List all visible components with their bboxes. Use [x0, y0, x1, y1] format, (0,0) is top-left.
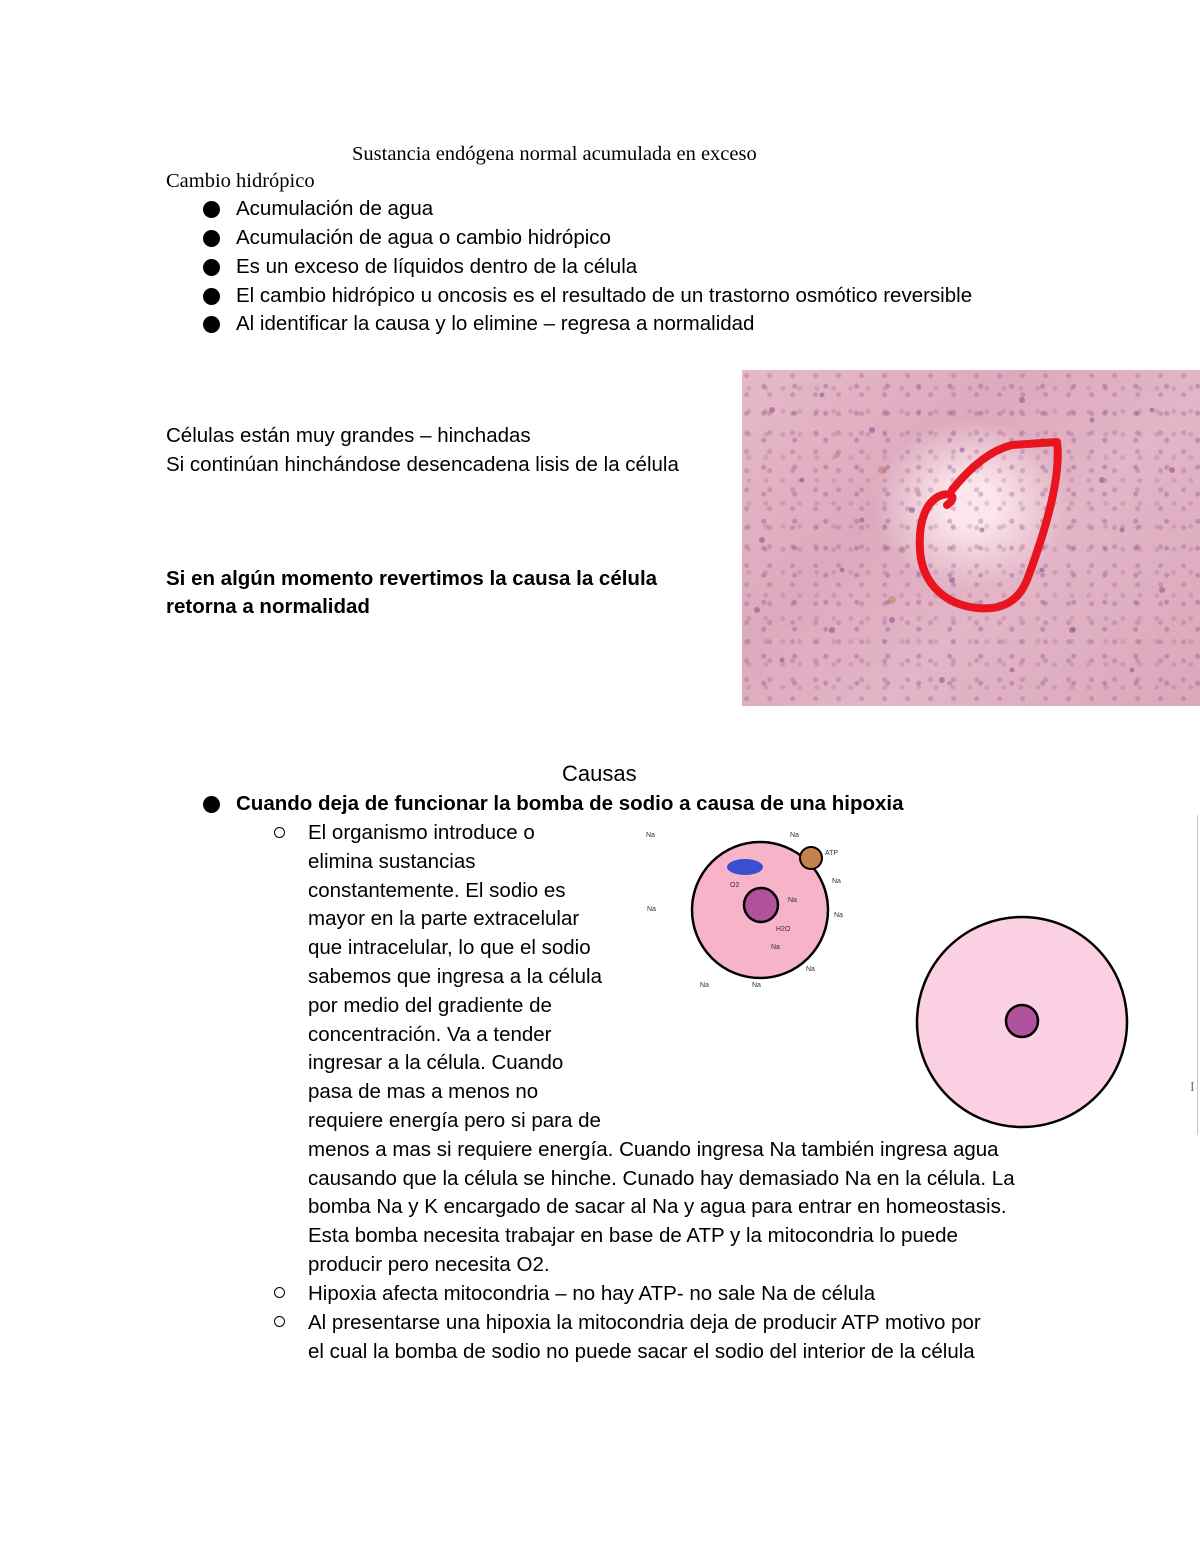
paragraph-line: ingresar a la célula. Cuando	[308, 1051, 564, 1074]
paragraph-line: sabemos que ingresa a la célula	[308, 965, 603, 988]
sub-bullet-hypoxia: Hipoxia afecta mitocondria – no hay ATP- no sale Na de célula	[308, 1282, 876, 1305]
h2o-label: H2O	[776, 926, 791, 933]
swollen-cell-diagram	[914, 914, 1130, 1130]
na-label: Na	[834, 912, 843, 919]
side-marker: I	[1190, 1080, 1195, 1095]
paragraph-line: producir pero necesita O2.	[308, 1253, 550, 1276]
sub-bullet-atp-line2: el cual la bomba de sodio no puede sacar el sodio del interior de la célula	[308, 1340, 975, 1363]
paragraph-line: que intracelular, lo que el sodio	[308, 936, 591, 959]
revert-cause-text-2: retorna a normalidad	[166, 595, 370, 618]
paragraph-line: pasa de mas a menos no	[308, 1080, 539, 1103]
bullet-dot-icon	[203, 288, 220, 305]
o2-label: O2	[730, 882, 740, 889]
bullet-dot-icon	[203, 796, 220, 813]
na-inside-label: Na	[771, 944, 780, 951]
na-label: Na	[790, 832, 799, 839]
causes-heading: Causas	[562, 761, 637, 786]
paragraph-line: mayor en la parte extracelular	[308, 907, 580, 930]
paragraph-line: concentración. Va a tender	[308, 1023, 552, 1046]
na-label: Na	[806, 966, 815, 973]
na-label: Na	[647, 906, 656, 913]
circle-bullet-icon	[274, 1287, 285, 1298]
bullet-item: El cambio hidrópico u oncosis es el resultado de un trastorno osmótico reversible	[236, 284, 973, 307]
bullet-dot-icon	[203, 201, 220, 218]
na-label: Na	[832, 878, 841, 885]
paragraph-line: El organismo introduce o	[308, 821, 535, 844]
cell-diagram-sodium-pump	[640, 825, 860, 995]
paragraph-line: elimina sustancias	[308, 850, 476, 873]
paragraph-line: menos a mas si requiere energía. Cuando ingresa Na también ingresa agua	[308, 1138, 999, 1161]
section-heading-cambio-hidropico: Cambio hidrópico	[166, 170, 315, 192]
bullet-dot-icon	[203, 259, 220, 276]
na-label: Na	[752, 982, 761, 989]
paragraph-line: por medio del gradiente de	[308, 994, 552, 1017]
paragraph-line: causando que la célula se hinche. Cunado hay demasiado Na en la célula. La	[308, 1167, 1015, 1190]
paragraph-line: requiere energía pero si para de	[308, 1109, 601, 1132]
paragraph-line: bomba Na y K encargado de sacar al Na y agua para entrar en homeostasis.	[308, 1195, 1007, 1218]
micrograph-annotation	[742, 370, 1200, 706]
na-inside-label: Na	[788, 897, 797, 904]
sub-bullet-atp-line1: Al presentarse una hipoxia la mitocondria deja de producir ATP motivo por	[308, 1311, 981, 1334]
paragraph-line: Esta bomba necesita trabajar en base de ATP y la mitocondria lo puede	[308, 1224, 958, 1247]
atp-label: ATP	[825, 850, 839, 857]
causes-bullet: Cuando deja de funcionar la bomba de sodio a causa de una hipoxia	[236, 792, 904, 815]
page-edge-line	[1197, 815, 1198, 1135]
paragraph-line: constantemente. El sodio es	[308, 879, 566, 902]
revert-cause-text: Si en algún momento revertimos la causa la célula	[166, 567, 658, 590]
bullet-item: Al identificar la causa y lo elimine – regresa a normalidad	[236, 312, 755, 335]
bullet-item: Es un exceso de líquidos dentro de la célula	[236, 255, 638, 278]
bullet-dot-icon	[203, 230, 220, 247]
oxygen-blob-icon	[727, 859, 763, 875]
page-title: Sustancia endógena normal acumulada en exceso	[352, 143, 757, 165]
bullet-item: Acumulación de agua	[236, 197, 434, 220]
atp-pump-icon	[800, 847, 822, 869]
swollen-cell-nucleus	[1006, 1005, 1038, 1037]
bullet-dot-icon	[203, 316, 220, 333]
circle-bullet-icon	[274, 827, 285, 838]
na-label: Na	[700, 982, 709, 989]
cells-lysis-text: Si continúan hinchándose desencadena lisis de la célula	[166, 453, 679, 476]
na-label: Na	[646, 832, 655, 839]
cells-swollen-text: Células están muy grandes – hinchadas	[166, 424, 531, 447]
circle-bullet-icon	[274, 1316, 285, 1327]
micrograph-image	[742, 370, 1200, 706]
nucleus	[744, 888, 778, 922]
bullet-item: Acumulación de agua o cambio hidrópico	[236, 226, 611, 249]
